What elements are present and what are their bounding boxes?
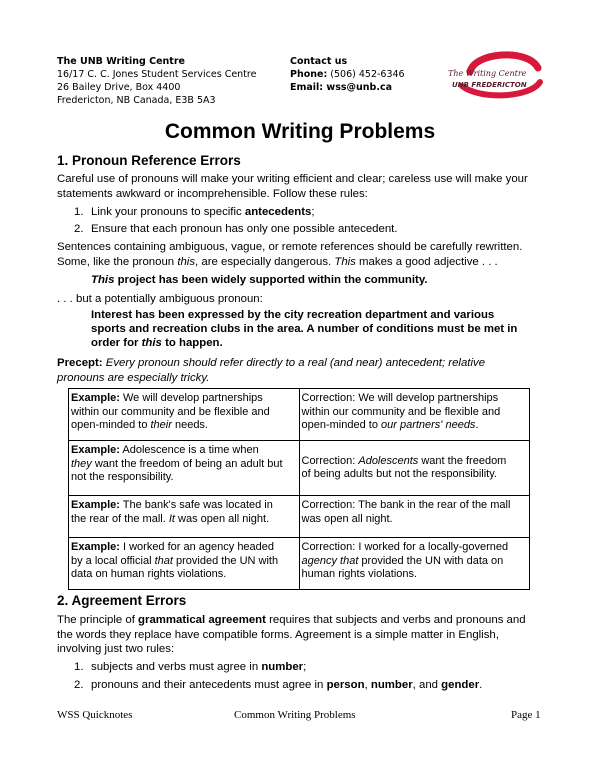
cell-text: I worked for an agency headed [119,541,275,553]
precept-line-1: Every pronoun should refer directly to a real (and near) antecedent; relative [102,357,486,369]
cell-italic: our partners' needs [381,419,476,431]
rule-text: , and [412,679,442,691]
section-1-intro [57,172,552,201]
agreement-rule-2-number: 2. [74,679,84,691]
table-row [69,538,530,590]
writing-centre-logo [440,50,550,100]
phone-number: (506) 452-6346 [327,69,405,80]
correction-cell [299,441,530,496]
para2-italic: This [334,255,356,268]
cell-text: Correction: [301,454,359,467]
rule-1 [74,205,315,219]
rule-text: , [364,679,371,691]
example-2-text: order for [91,337,142,349]
cell-text: . [475,419,479,431]
cell-text: within our community and be flexible and [71,405,270,418]
rule-bold: number [370,679,413,691]
para2-line-1: Sentences containing ambiguous, vague, or remote references should be carefully rewritten. [57,241,523,253]
correction-cell [299,538,530,590]
cell-text: of being adults but not the responsibility. [301,468,497,480]
cell-text: was open all night. [301,512,393,525]
cell-text: want the freedom [418,454,507,467]
phone-label: Phone: [290,69,328,80]
precept-line-2: pronouns are especially tricky. [57,371,210,384]
email-line: Email: wss@unb.ca [290,82,392,93]
correction-cell [299,389,530,441]
rule-text: . [479,679,483,691]
intro-line-1: Careful use of pronouns will make your writing efficient and clear; careless use will make your [57,173,528,185]
cell-text: provided the UN with [172,554,279,567]
example-label: Example: [71,499,120,511]
address-line-3: Fredericton, NB Canada, E3B 5A3 [57,95,216,106]
example-cell [69,441,300,496]
rule-1-end: ; [311,206,315,218]
rule-1-text: Link your pronouns to specific [91,206,245,218]
agreement-rule-1 [74,660,307,674]
footer-center: Common Writing Problems [234,709,356,721]
s2-line-2: the words they replace have compatible forms. Agreement is a simple matter in English, [57,628,499,641]
example-cell [69,496,300,538]
cell-text: data on human rights violations. [71,568,227,580]
rule-bold: number [261,661,304,673]
example-1-italic: This [91,274,115,286]
address-line-1: 16/17 C. C. Jones Student Services Centre [57,69,257,80]
cell-text: The bank's safe was located in [119,499,273,511]
header-address-block [57,55,256,107]
cell-italic: they [71,457,92,470]
cell-text: needs. [171,419,208,431]
rule-text: ; [303,661,307,673]
table-row [69,496,530,538]
example-2 [91,308,586,350]
rule-text: subjects and verbs must agree in [91,661,262,673]
cell-text: human rights violations. [301,568,418,580]
example-2-line-2: sports and recreation clubs in the area. A number of conditions must be met in [91,323,518,335]
logo-text-1: The Writing Centre [448,69,527,78]
cell-text: was open all night. [174,512,270,525]
examples-table [68,388,530,590]
example-2-italic: this [141,337,162,349]
example-label: Example: [71,392,120,404]
address-line-2: 26 Bailey Drive, Box 4400 [57,82,181,93]
example-label: Example: [71,541,120,553]
footer-page-number: Page 1 [511,709,541,721]
section-2-heading: 2. Agreement Errors [57,593,187,608]
cell-text: within our community and be flexible and [301,405,501,418]
correction-cell [299,496,530,538]
example-cell [69,538,300,590]
contact-title: Contact us [290,56,348,67]
para2-text: Some, like the pronoun [57,255,178,268]
s2-text: requires that subjects and verbs and pronouns and [265,614,526,626]
precept [57,356,552,385]
rule-text: pronouns and their antecedents must agree in [91,679,327,691]
cell-text: Correction: I worked for a locally-governed [301,541,509,553]
rule-bold: gender [441,679,480,691]
rule-bold: person [326,679,365,691]
example-2-line-1: Interest has been expressed by the city recreation department and various [91,309,495,321]
cell-text: the rear of the mall. [71,512,169,525]
cell-text: want the freedom of being an adult but [91,457,283,470]
rule-2-number: 2. [74,223,84,235]
cell-text: Correction: The bank in the rear of the mall [301,499,511,511]
section-1-para-2 [57,240,552,269]
example-2-text: to happen. [161,337,223,349]
agreement-rule-1-number: 1. [74,661,84,673]
s2-line-3: involving just two rules: [57,643,175,655]
table-row [69,441,530,496]
cell-text: Adolescence is a time when [119,444,259,456]
cell-text: not the responsibility. [71,471,174,483]
cell-italic: that [154,554,173,567]
cell-text: open-minded to [301,419,381,431]
example-label: Example: [71,444,120,456]
header-contact-block [290,55,405,94]
cell-italic: It [168,512,175,525]
section-1-heading: 1. Pronoun Reference Errors [57,153,241,168]
rule-2-text: Ensure that each pronoun has only one possible antecedent. [91,223,398,235]
table-row [69,389,530,441]
rule-1-number: 1. [74,206,84,218]
cell-italic: their [150,419,172,431]
para2-italic: this [177,255,196,268]
page-title: Common Writing Problems [164,120,436,143]
logo-text-2: UNB FREDERICTON [452,81,527,89]
rule-2 [74,222,398,236]
cell-text: open-minded to [71,419,151,431]
para2-text: , are especially dangerous. [195,255,335,268]
cell-italic: agency that [301,554,359,567]
para2-text: makes a good adjective . . . [355,255,498,268]
cell-text: We will develop partnerships [119,392,263,404]
cell-text: Correction: We will develop partnerships [301,392,499,404]
cell-italic: Adolescents [358,454,419,467]
org-name: The UNB Writing Centre [57,56,185,67]
s2-text: The principle of [57,614,139,626]
cell-text: provided the UN with data on [358,554,504,567]
rule-1-bold: antecedents [244,206,312,218]
cell-text: by a local official [71,554,155,567]
but-line: . . . but a potentially ambiguous pronoun: [57,293,263,305]
example-1-text: project has been widely supported within the community. [114,274,428,286]
agreement-rule-2 [74,678,483,692]
example-cell [69,389,300,441]
section-2-intro [57,613,552,657]
s2-bold: grammatical agreement [138,614,266,626]
precept-label: Precept: [57,357,103,369]
example-1 [91,273,586,288]
intro-line-2: statements awkward or incomprehensible. Follow these rules: [57,187,368,200]
footer-left: WSS Quicknotes [57,709,133,721]
